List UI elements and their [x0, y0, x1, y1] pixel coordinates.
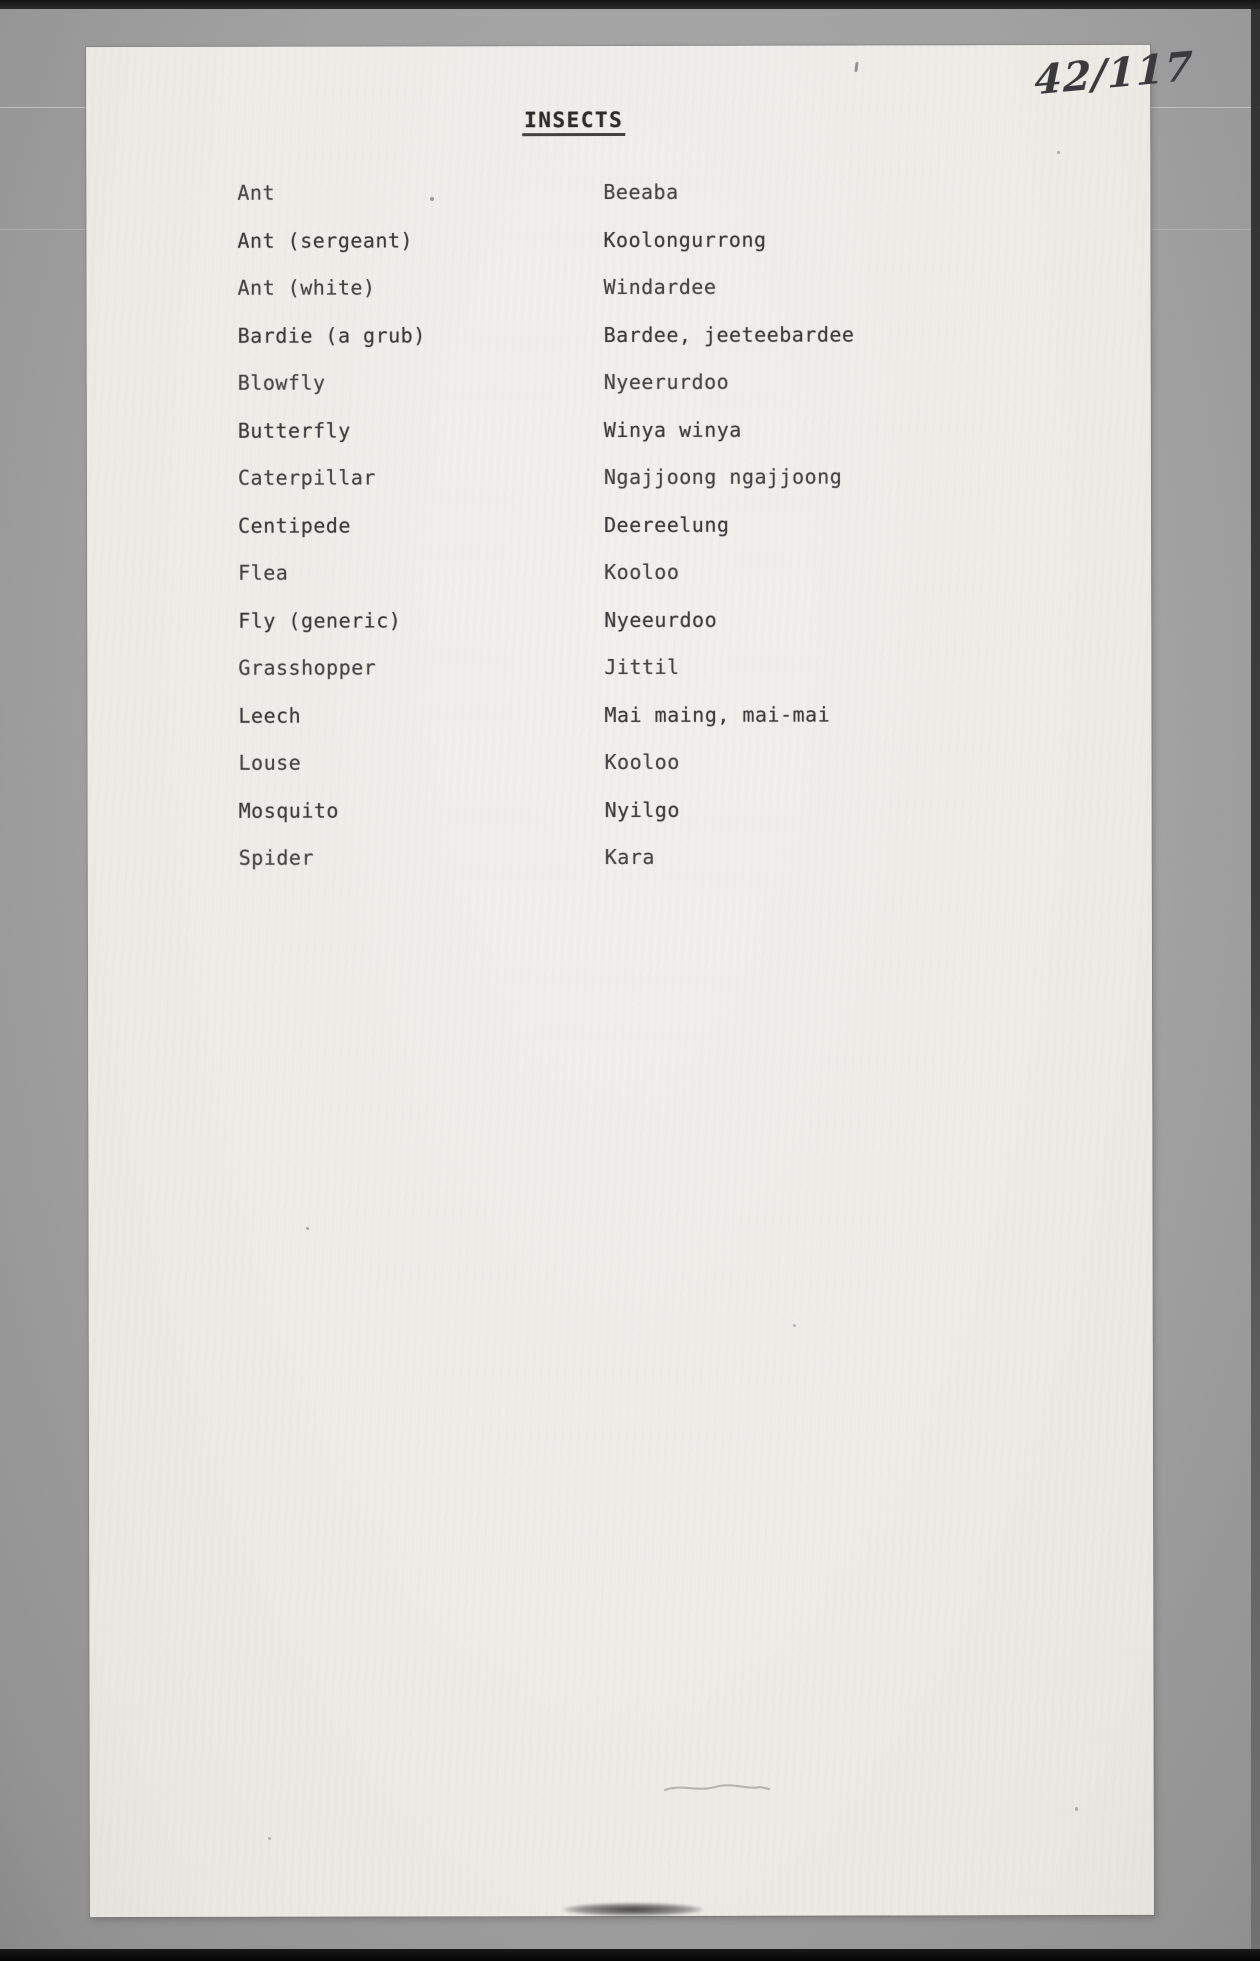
entry-native: Kooloo [604, 749, 680, 775]
pencil-squiggle [663, 1781, 773, 1795]
entry-native: Kooloo [604, 559, 680, 585]
list-item [238, 464, 1078, 513]
list-item [238, 607, 1078, 656]
document-page [86, 43, 1194, 1917]
entry-native: Bardee, jeeteebardee [603, 322, 855, 347]
list-item [238, 322, 1078, 371]
entry-native: Mai maing, mai-mai [604, 702, 831, 727]
scan-edge-bottom [0, 1949, 1260, 1961]
ink-smudge [563, 1903, 703, 1916]
entry-english: Ant [237, 180, 275, 205]
entry-english: Caterpillar [237, 465, 376, 490]
list-item [238, 654, 1078, 703]
entry-native: Nyeeurdoo [604, 607, 718, 632]
entry-english: Blowfly [237, 370, 326, 395]
scan-speck [306, 1227, 309, 1230]
entry-native: Kara [604, 844, 655, 870]
scan-speck [1075, 1807, 1078, 1811]
wordlist [237, 179, 1078, 893]
list-item [238, 559, 1078, 608]
scan-speck [268, 1837, 271, 1840]
list-item [237, 227, 1077, 276]
scan-speck [793, 1324, 796, 1327]
entry-english: Fly (generic) [238, 607, 402, 633]
list-item [238, 274, 1078, 323]
entry-english: Mosquito [238, 798, 339, 823]
entry-native: Beeaba [603, 179, 679, 205]
page-title: INSECTS [522, 108, 625, 136]
entry-native: Koolongurrong [603, 227, 767, 252]
entry-native: Nyeerurdoo [603, 369, 730, 395]
entry-native: Winya winya [603, 417, 742, 442]
entry-native: Windardee [603, 274, 717, 300]
list-item [238, 702, 1078, 751]
entry-english: Grasshopper [238, 655, 377, 680]
list-item [239, 844, 1079, 893]
list-item [238, 369, 1078, 418]
scan-edge-right [1251, 6, 1260, 1956]
list-item [239, 749, 1079, 798]
entry-native: Deereelung [604, 512, 730, 537]
entry-english: Bardie (a grub) [237, 322, 426, 348]
scan-speck [430, 197, 434, 201]
scan-speck [1057, 151, 1060, 154]
entry-english: Ant (sergeant) [237, 227, 414, 253]
entry-english: Butterfly [237, 418, 351, 443]
handwritten-folio-number: 42/117 [1034, 43, 1194, 105]
list-item [239, 797, 1079, 846]
entry-english: Spider [238, 845, 315, 870]
entry-english: Louse [238, 750, 302, 775]
entry-native: Jittil [604, 654, 680, 680]
scan-edge-top [0, 0, 1260, 9]
entry-english: Flea [238, 560, 289, 585]
entry-native: Ngajjoong ngajjoong [603, 464, 843, 490]
list-item [237, 179, 1077, 228]
entry-english: Centipede [238, 513, 351, 538]
list-item [238, 417, 1078, 466]
entry-english: Ant (white) [237, 275, 376, 300]
list-item [238, 512, 1078, 561]
entry-english: Leech [238, 703, 302, 728]
entry-native: Nyilgo [604, 797, 680, 822]
